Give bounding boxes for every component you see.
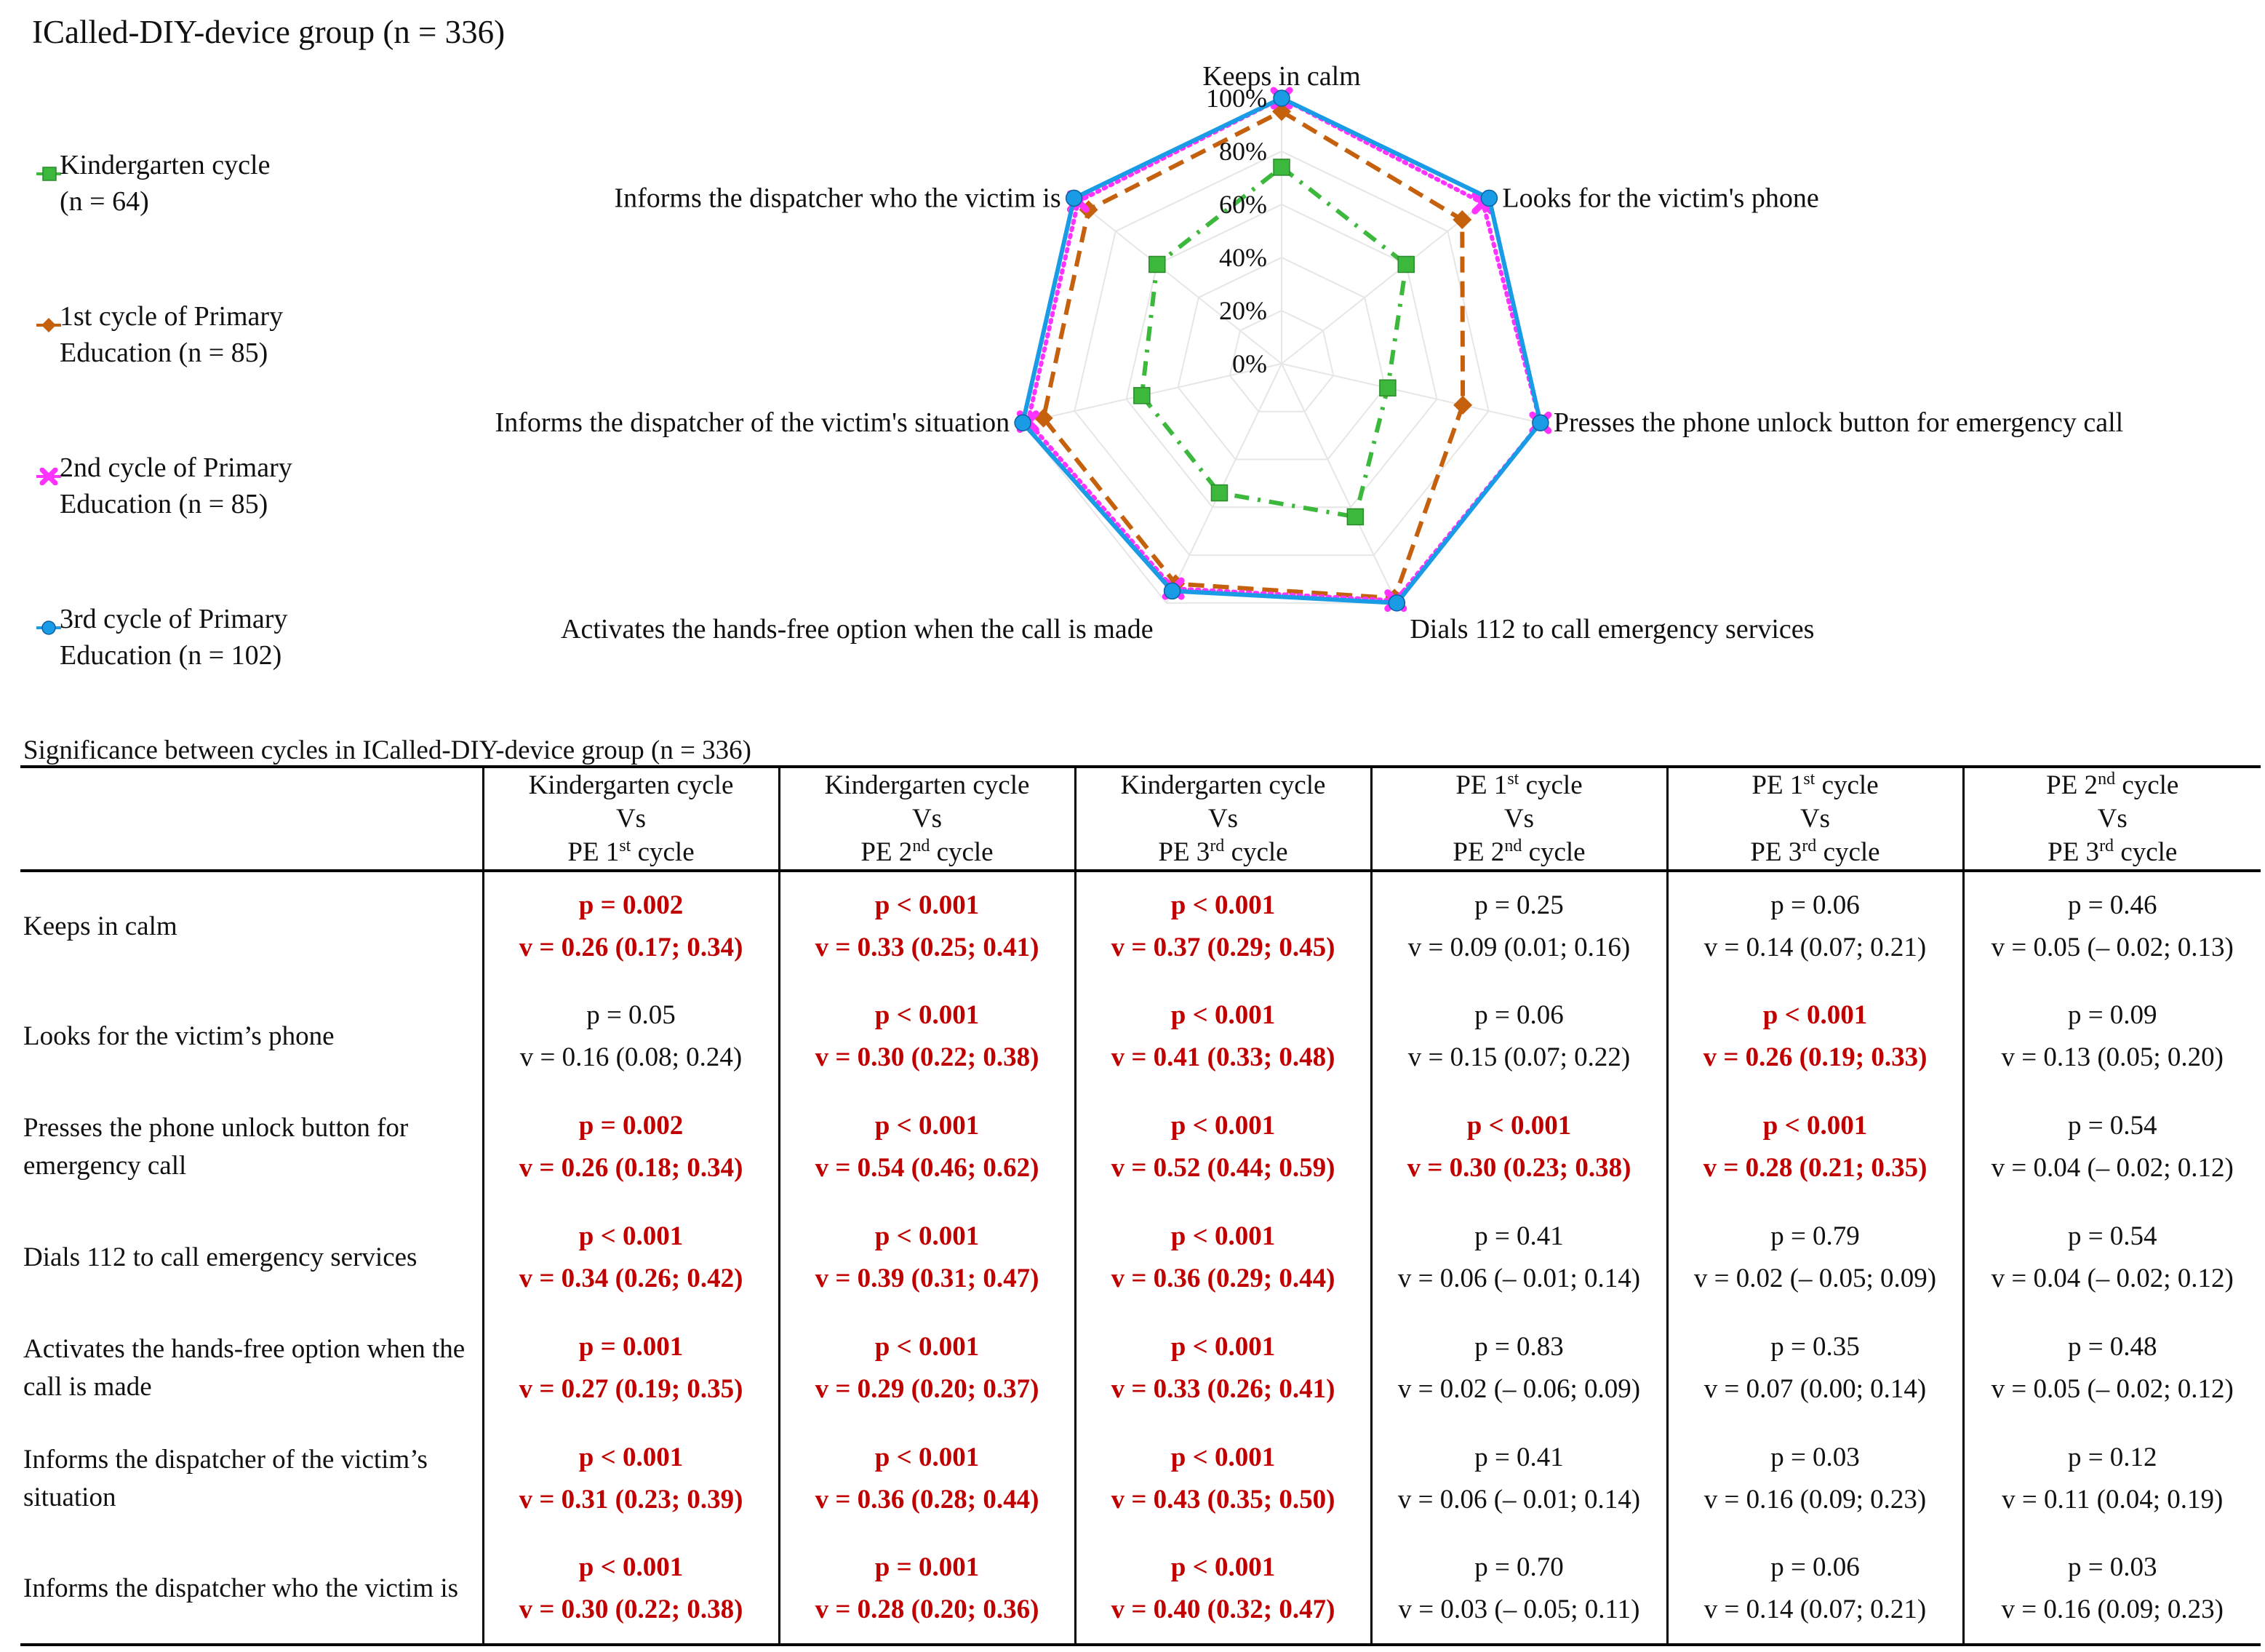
p-value: p < 0.001 [874, 1111, 980, 1141]
table-cell [483, 1202, 779, 1313]
header-corner [20, 767, 483, 871]
grid-spoke [1167, 364, 1282, 603]
table-cell [1371, 1092, 1667, 1202]
grid-spoke [1282, 364, 1397, 603]
data-point-square [1347, 508, 1363, 524]
effect-size: v = 0.02 (– 0.05; 0.09) [1693, 1264, 1937, 1293]
effect-size: v = 0.31 (0.23; 0.39) [519, 1485, 743, 1515]
table-cell [779, 871, 1075, 981]
header-line: PE 3 [1158, 837, 1210, 867]
header-line: Vs [2097, 803, 2128, 834]
p-value: p = 0.54 [2067, 1221, 2157, 1251]
header-line: cycle [1815, 770, 1879, 800]
data-point-circle [1066, 190, 1082, 206]
table-cell [779, 1202, 1075, 1313]
data-point-circle [1481, 190, 1497, 206]
axis-label: Informs the dispatcher who the victim is [614, 183, 1061, 214]
table-cell [1963, 1313, 2261, 1424]
table-header-row [20, 767, 2261, 871]
legend-label: 2nd cycle of Primary [60, 452, 292, 483]
p-value: p = 0.12 [2067, 1442, 2157, 1472]
table-cell [1075, 1202, 1371, 1313]
header-line: Vs [1799, 803, 1831, 834]
table-cell [483, 1424, 779, 1534]
effect-size: v = 0.16 (0.09; 0.23) [2001, 1595, 2224, 1624]
table-title: Significance between cycles in ICalled-DIY-device group (n = 336) [23, 735, 752, 765]
p-value: p < 0.001 [1170, 1000, 1276, 1030]
table-row [20, 1092, 2261, 1202]
legend-label: 3rd cycle of Primary [60, 604, 288, 634]
table-cell [1963, 871, 2261, 981]
table-cell [1371, 1424, 1667, 1534]
row-label: Looks for the victim’s phone [23, 1021, 335, 1051]
p-value: p < 0.001 [578, 1552, 684, 1582]
grid-spoke [1282, 364, 1541, 423]
series-line [1142, 167, 1406, 517]
radar-axis-labels [495, 61, 2124, 645]
header-line: PE 3 [2048, 837, 2100, 867]
radial-tick-label: 60% [1219, 190, 1267, 219]
header-sup: rd [1210, 836, 1225, 855]
header-line: Kindergarten cycle [528, 770, 734, 800]
data-point-square [1380, 380, 1396, 396]
legend-label: 1st cycle of Primary [60, 301, 284, 332]
header-line: cycle [930, 837, 994, 867]
p-value: p = 0.35 [1770, 1332, 1860, 1362]
effect-size: v = 0.13 (0.05; 0.20) [2001, 1042, 2224, 1072]
legend-label: Kindergarten cycle [60, 150, 271, 180]
table-cell [483, 1092, 779, 1202]
effect-size: v = 0.16 (0.09; 0.23) [1703, 1485, 1927, 1515]
p-value: p = 0.001 [578, 1332, 684, 1362]
p-value: p = 0.54 [2067, 1111, 2157, 1141]
data-point-square [1274, 159, 1290, 175]
header-line: Vs [1503, 803, 1535, 834]
column-header [1963, 767, 2261, 871]
table-cell [1667, 981, 1963, 1092]
table-cell [1667, 1424, 1963, 1534]
column-header [779, 767, 1075, 871]
header-line: PE 3 [1750, 837, 1802, 867]
effect-size: v = 0.15 (0.07; 0.22) [1407, 1042, 1631, 1072]
header-sup: rd [2099, 836, 2114, 855]
table-cell [1963, 1092, 2261, 1202]
header-line: cycle [2115, 770, 2179, 800]
p-value: p < 0.001 [1170, 1111, 1276, 1141]
table-cell [779, 1313, 1075, 1424]
p-value: p = 0.41 [1474, 1221, 1564, 1251]
radial-tick-label: 40% [1219, 243, 1267, 272]
column-header [1667, 767, 1963, 871]
header-sup: nd [912, 836, 930, 855]
p-value: p < 0.001 [874, 1221, 980, 1251]
effect-size: v = 0.11 (0.04; 0.19) [2002, 1485, 2224, 1515]
effect-size: v = 0.28 (0.21; 0.35) [1703, 1153, 1928, 1183]
p-value: p = 0.001 [874, 1552, 980, 1582]
effect-size: v = 0.05 (– 0.02; 0.13) [1991, 933, 2234, 962]
table-cell [779, 1534, 1075, 1645]
grid-spoke [1074, 198, 1282, 364]
effect-size: v = 0.09 (0.01; 0.16) [1407, 933, 1631, 962]
header-line: Kindergarten cycle [824, 770, 1030, 800]
effect-size: v = 0.03 (– 0.05; 0.11) [1398, 1595, 1640, 1624]
header-line: cycle [1224, 837, 1288, 867]
p-value: p = 0.25 [1474, 890, 1564, 920]
header-line: PE 1 [567, 837, 620, 867]
header-line: cycle [1522, 837, 1586, 867]
effect-size: v = 0.30 (0.22; 0.38) [519, 1595, 743, 1624]
effect-size: v = 0.04 (– 0.02; 0.12) [1991, 1264, 2234, 1293]
effect-size: v = 0.28 (0.20; 0.36) [815, 1595, 1039, 1624]
table-cell [1667, 1534, 1963, 1645]
p-value: p < 0.001 [874, 1000, 980, 1030]
header-sup: st [1803, 769, 1815, 789]
table-cell [1371, 981, 1667, 1092]
header-sup: rd [1802, 836, 1817, 855]
legend-label: Education (n = 85) [60, 338, 268, 368]
table-row [20, 1534, 2261, 1645]
table-cell [1667, 1092, 1963, 1202]
header-line: Kindergarten cycle [1120, 770, 1326, 800]
radial-tick-label: 100% [1206, 84, 1267, 113]
header-line: Vs [1207, 803, 1239, 834]
row-label: Dials 112 to call emergency services [23, 1242, 418, 1272]
column-header [483, 767, 779, 871]
table-cell [779, 981, 1075, 1092]
effect-size: v = 0.26 (0.17; 0.34) [519, 933, 743, 962]
effect-size: v = 0.30 (0.23; 0.38) [1407, 1153, 1631, 1183]
radar-chart [0, 0, 2265, 727]
p-value: p = 0.03 [2067, 1552, 2157, 1582]
table-cell [1075, 981, 1371, 1092]
effect-size: v = 0.26 (0.19; 0.33) [1703, 1042, 1928, 1072]
table-cell [483, 1534, 779, 1645]
significance-table [20, 765, 2261, 1646]
p-value: p = 0.03 [1770, 1442, 1860, 1472]
effect-size: v = 0.37 (0.29; 0.45) [1111, 933, 1335, 962]
effect-size: v = 0.36 (0.29; 0.44) [1111, 1264, 1335, 1293]
effect-size: v = 0.29 (0.20; 0.37) [815, 1374, 1039, 1404]
column-header [1075, 767, 1371, 871]
effect-size: v = 0.06 (– 0.01; 0.14) [1397, 1264, 1641, 1293]
p-value: p < 0.001 [874, 890, 980, 920]
row-label: Activates the hands-free option when the call is made [23, 1334, 466, 1402]
p-value: p < 0.001 [1170, 1221, 1276, 1251]
p-value: p < 0.001 [1170, 1332, 1276, 1362]
data-point-circle [1533, 415, 1549, 431]
effect-size: v = 0.14 (0.07; 0.21) [1703, 1595, 1927, 1624]
table-row [20, 1424, 2261, 1534]
row-label: Informs the dispatcher of the victim’s situation [23, 1445, 428, 1512]
axis-label: Activates the hands-free option when the call is made [561, 613, 1154, 645]
header-line: cycle [631, 837, 695, 867]
effect-size: v = 0.30 (0.22; 0.38) [815, 1042, 1039, 1072]
effect-size: v = 0.43 (0.35; 0.50) [1111, 1485, 1335, 1515]
radial-tick-label: 0% [1232, 349, 1267, 378]
data-point-circle [1274, 90, 1290, 106]
table-row [20, 981, 2261, 1092]
radial-tick-label: 20% [1219, 296, 1267, 325]
header-sup: st [619, 836, 631, 855]
table-cell [1963, 981, 2261, 1092]
p-value: p = 0.46 [2067, 890, 2157, 920]
table-cell [1075, 1534, 1371, 1645]
data-point-square [1211, 485, 1227, 501]
p-value: p = 0.06 [1770, 1552, 1860, 1582]
table-cell [1667, 1313, 1963, 1424]
header-line: PE 1 [1751, 770, 1804, 800]
radial-tick-label: 80% [1219, 137, 1267, 166]
p-value: p < 0.001 [1762, 1111, 1868, 1141]
table-cell [1371, 1534, 1667, 1645]
axis-label: Looks for the victim's phone [1502, 183, 1819, 214]
p-value: p < 0.001 [1466, 1111, 1572, 1141]
table-row [20, 1313, 2261, 1424]
p-value: p < 0.001 [874, 1442, 980, 1472]
table-cell [1371, 1202, 1667, 1313]
header-line: Vs [911, 803, 943, 834]
p-value: p = 0.48 [2067, 1332, 2157, 1362]
header-sup: st [1507, 769, 1519, 789]
data-point-square [1149, 256, 1165, 272]
header-line: PE 1 [1455, 770, 1508, 800]
effect-size: v = 0.06 (– 0.01; 0.14) [1397, 1485, 1641, 1515]
axis-label: Informs the dispatcher of the victim's situation [495, 407, 1010, 439]
p-value: p = 0.83 [1474, 1332, 1564, 1362]
data-point-square [1398, 256, 1414, 272]
effect-size: v = 0.02 (– 0.06; 0.09) [1397, 1374, 1641, 1404]
row-label: Informs the dispatcher who the victim is [20, 1534, 483, 1645]
effect-size: v = 0.04 (– 0.02; 0.12) [1991, 1153, 2234, 1183]
header-line: Vs [615, 803, 647, 834]
p-value: p < 0.001 [578, 1442, 684, 1472]
table-cell [779, 1424, 1075, 1534]
table-cell [779, 1092, 1075, 1202]
p-value: p = 0.79 [1770, 1221, 1860, 1251]
figure-title: ICalled-DIY-device group (n = 336) [32, 14, 506, 50]
table-cell [1667, 1202, 1963, 1313]
header-line: cycle [1519, 770, 1583, 800]
table-cell [1667, 871, 1963, 981]
p-value: p < 0.001 [1170, 1552, 1276, 1582]
effect-size: v = 0.41 (0.33; 0.48) [1111, 1042, 1335, 1072]
p-value: p < 0.001 [1170, 890, 1276, 920]
axis-label: Keeps in calm [1202, 61, 1361, 92]
effect-size: v = 0.40 (0.32; 0.47) [1111, 1595, 1335, 1624]
effect-size: v = 0.26 (0.18; 0.34) [519, 1153, 743, 1183]
table-cell [1075, 1092, 1371, 1202]
table-row [20, 871, 2261, 981]
p-value: p < 0.001 [1170, 1442, 1276, 1472]
table-cell [1371, 1313, 1667, 1424]
row-label: Keeps in calm [23, 911, 177, 941]
table-cell [1371, 871, 1667, 981]
header-line: PE 2 [860, 837, 913, 867]
legend-label: Education (n = 85) [60, 489, 268, 519]
p-value: p = 0.70 [1474, 1552, 1564, 1582]
table-cell [1075, 1313, 1371, 1424]
data-point-circle [1165, 583, 1181, 599]
header-sup: nd [1504, 836, 1522, 855]
p-value: p = 0.09 [2067, 1000, 2157, 1030]
header-line: cycle [1816, 837, 1880, 867]
effect-size: v = 0.39 (0.31; 0.47) [815, 1264, 1039, 1293]
effect-size: v = 0.33 (0.26; 0.41) [1111, 1374, 1335, 1404]
table-cell [483, 871, 779, 981]
p-value: p = 0.06 [1770, 890, 1860, 920]
table-cell [1963, 1534, 2261, 1645]
effect-size: v = 0.16 (0.08; 0.24) [519, 1042, 743, 1072]
data-point-square [1134, 388, 1150, 404]
data-point-diamond [1453, 210, 1471, 229]
data-point-diamond [1453, 396, 1472, 415]
header-line: PE 2 [2046, 770, 2098, 800]
table-cell [1963, 1424, 2261, 1534]
data-point-circle [1389, 595, 1405, 611]
p-value: p < 0.001 [874, 1332, 980, 1362]
effect-size: v = 0.34 (0.26; 0.42) [519, 1264, 743, 1293]
table-cell [1075, 871, 1371, 981]
p-value: p < 0.001 [1762, 1000, 1868, 1030]
header-line: PE 2 [1453, 837, 1505, 867]
effect-size: v = 0.07 (0.00; 0.14) [1703, 1374, 1927, 1404]
table-body [20, 871, 2261, 1645]
table-cell [1075, 1424, 1371, 1534]
p-value: p = 0.41 [1474, 1442, 1564, 1472]
table-cell [483, 1313, 779, 1424]
legend-label: Education (n = 102) [60, 640, 282, 671]
header-line: cycle [2114, 837, 2178, 867]
p-value: p < 0.001 [578, 1221, 684, 1251]
effect-size: v = 0.05 (– 0.02; 0.12) [1991, 1374, 2234, 1404]
effect-size: v = 0.54 (0.46; 0.62) [815, 1153, 1039, 1183]
table-cell [483, 981, 779, 1092]
p-value: p = 0.002 [578, 890, 684, 920]
effect-size: v = 0.33 (0.25; 0.41) [815, 933, 1039, 962]
axis-label: Presses the phone unlock button for emergency call [1553, 407, 2124, 439]
effect-size: v = 0.14 (0.07; 0.21) [1703, 933, 1927, 962]
p-value: p = 0.06 [1474, 1000, 1564, 1030]
effect-size: v = 0.27 (0.19; 0.35) [519, 1374, 743, 1404]
table-row [20, 1202, 2261, 1313]
column-header [1371, 767, 1667, 871]
legend-label: (n = 64) [60, 186, 149, 217]
p-value: p = 0.05 [586, 1000, 676, 1030]
header-sup: nd [2098, 769, 2116, 789]
p-value: p = 0.002 [578, 1111, 684, 1141]
table-cell [1963, 1202, 2261, 1313]
data-point-circle [1015, 415, 1031, 431]
effect-size: v = 0.36 (0.28; 0.44) [815, 1485, 1039, 1515]
row-label: Presses the phone unlock button for emergency call [23, 1113, 409, 1181]
effect-size: v = 0.52 (0.44; 0.59) [1111, 1153, 1335, 1183]
axis-label: Dials 112 to call emergency services [1410, 613, 1815, 645]
